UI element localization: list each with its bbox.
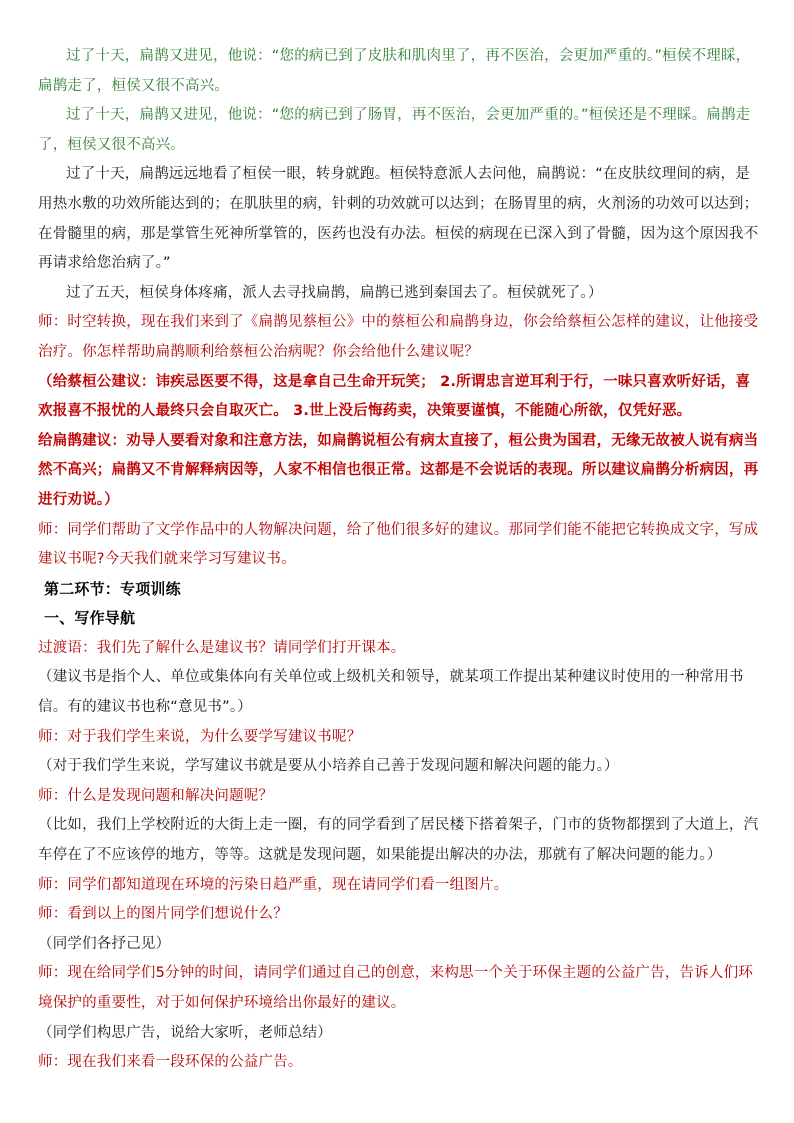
definition-paragraph: （建议书是指个人、单位或集体向有关单位或上级机关和领导，就某项工作提出某种建议时使用的一种常用书信。有的建议书也称“意见书”。）: [38, 669, 744, 716]
story-paragraph-1: 过了十天，扁鹊又进见，他说：“您的病已到了皮肤和肌肉里了，再不医治，会更加严重的。”桓侯不理睬，扁鹊走了，桓侯又很不高兴。: [38, 48, 751, 94]
teacher-question-5: 师：看到以上的图片同学们想说什么？: [38, 906, 288, 923]
teacher-question-3: 师：什么是发现问题和解决问题呢？: [38, 787, 274, 804]
teacher-line-6: 师：现在给同学们5分钟的时间，请同学们通过自己的创意，来构思一个关于环保主题的公益广告，告诉人们环境保护的重要性，对于如何保护环境给出你最好的建议。: [38, 965, 754, 1011]
teacher-line-7: 师：现在我们来看一段环保的公益广告。: [38, 1054, 303, 1071]
teacher-transition-1: 师：同学们帮助了文学作品中的人物解决问题，给了他们很多好的建议。那同学们能不能把它转换成文字，写成建议书呢?今天我们就来学习写建议书。: [38, 521, 759, 568]
transition-words: 过渡语：我们先了解什么是建议书？请同学们打开课本。: [38, 639, 406, 656]
story-paragraph-3: 过了十天，扁鹊远远地看了桓侯一眼，转身就跑。桓侯特意派人去问他，扁鹊说：“在皮肤纹理间的病，是用热水敷的功效所能达到的；在肌肤里的病，针刺的功效就可以达到；在肠胃里的病，火剂汤的功效可以达到；在骨髓里的病，那是掌管生死神所掌管的，医药也没有办法。桓侯的病现在已深入到了骨髓，因为这个原因我不再请求给您治病了。”: [38, 166, 759, 272]
teacher-line-4: 师：同学们都知道现在环境的污染日趋严重，现在请同学们看一组图片。: [38, 876, 509, 893]
advice-to-cai-huangong: （给蔡桓公建议：讳疾忌医要不得，这是拿自己生命开玩笑； 2.所谓忠言逆耳利于行，一味只喜欢听好话，喜欢报喜不报忧的人最终只会自取灭亡。 3.世上没后悔药卖，决策要谨慎，不能随心所欲，仅凭好恶。: [38, 373, 751, 420]
teacher-question-1: 师：时空转换，现在我们来到了《扁鹊见蔡桓公》中的蔡桓公和扁鹊身边，你会给蔡桓公怎样的建议，让他接受治疗。你怎样帮助扁鹊顺利给蔡桓公治病呢？你会给他什么建议呢？: [38, 314, 759, 360]
story-paragraph-2: 过了十天，扁鹊又进见，他说：“您的病已到了肠胃，再不医治，会更加严重的。”桓侯还是不理睬。扁鹊走了，桓侯又很不高兴。: [38, 107, 751, 153]
student-response-5: （同学们各抒己见）: [38, 935, 171, 952]
document-page: [38, 42, 762, 1078]
teacher-question-2: 师：对于我们学生来说，为什么要学写建议书呢？: [38, 728, 362, 745]
advice-to-bian-que: 给扁鹊建议：劝导人要看对象和注意方法，如扁鹊说桓公有病太直接了，桓公贵为国君，无缘无故被人说有病当然不高兴；扁鹊又不肯解释病因等，人家不相信也很正常。这都是不会说话的表现。所以建议扁鹊分析病因，再进行劝说。）: [38, 432, 759, 508]
story-paragraph-4: 过了五天，桓侯身体疼痛，派人去寻找扁鹊，扁鹊已逃到秦国去了。桓侯就死了。）: [66, 284, 603, 301]
student-response-6: （同学们构思广告，说给大家听，老师总结）: [38, 1024, 332, 1041]
answer-paragraph-3: （比如，我们上学校附近的大街上走一圈，有的同学看到了居民楼下搭着架子，门市的货物都摆到了大道上，汽车停在了不应该停的地方，等等。这就是发现问题，如果能提出解决的办法，那就有了解决问题的能力。）: [38, 817, 759, 864]
answer-paragraph-2: （对于我们学生来说，学写建议书就是要从小培养自己善于发现问题和解决问题的能力。）: [38, 758, 619, 775]
section-heading-2: 第二环节：专项训练: [44, 579, 181, 598]
subsection-heading-1: 一、写作导航: [44, 609, 136, 628]
